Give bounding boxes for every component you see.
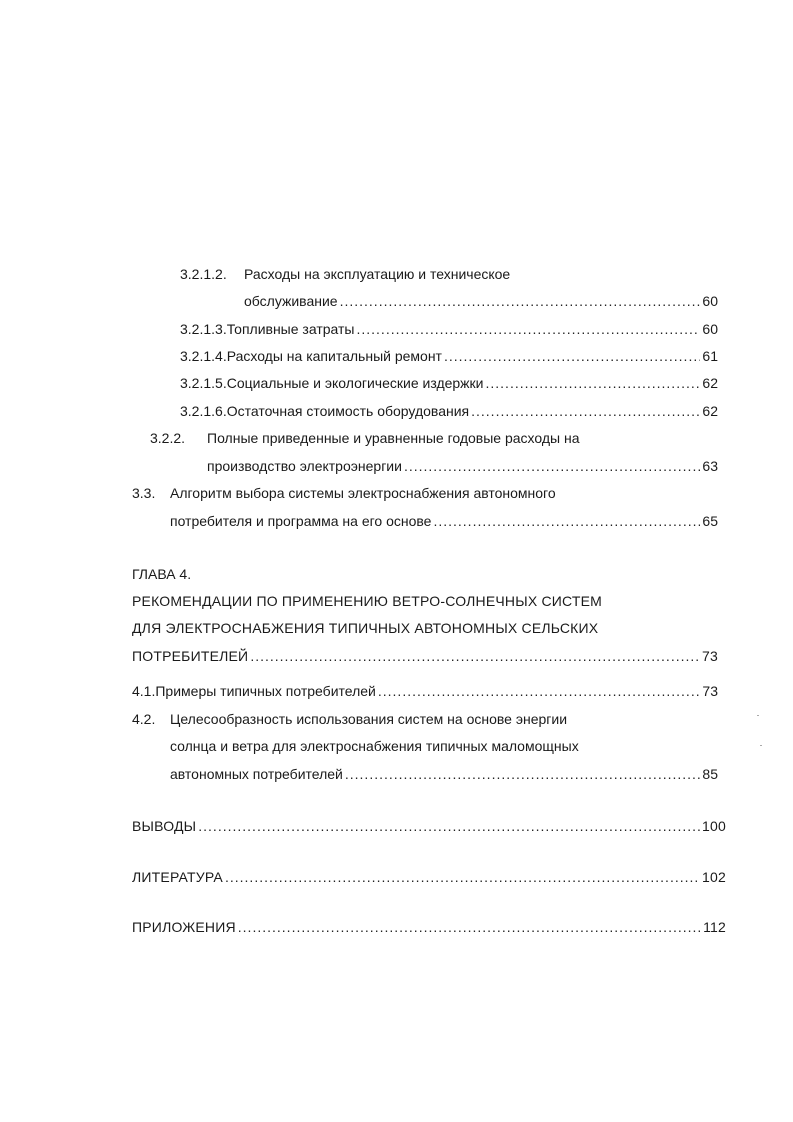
- toc-entry-number: 3.2.1.4.: [180, 348, 227, 364]
- dot-leader: [340, 292, 701, 310]
- scan-speck: [760, 745, 762, 746]
- toc-page-number: 60: [702, 293, 718, 309]
- scan-speck: [757, 715, 759, 716]
- toc-entry-title: Расходы на эксплуатацию и техническое: [244, 266, 511, 282]
- toc-page-number: 112: [703, 919, 726, 935]
- toc-entry-3-2-2: [150, 429, 580, 447]
- toc-entry-title: производство электроэнергии: [207, 458, 402, 474]
- toc-entry-number: 4.2.: [132, 711, 156, 727]
- toc-entry-title: солнца и ветра для электроснабжения типичных маломощных: [170, 738, 579, 754]
- dot-leader: [378, 682, 701, 700]
- toc-entry-number: 4.1.: [132, 683, 156, 699]
- toc-entry-title: Топливные затраты: [226, 321, 355, 337]
- toc-page-number: 60: [702, 321, 718, 337]
- toc-page-number: 65: [702, 513, 718, 529]
- toc-entry-number: 3.2.1.2.: [180, 266, 227, 282]
- dot-leader: [238, 918, 701, 936]
- toc-entry-appendices: [132, 918, 726, 936]
- toc-page-number: 63: [702, 458, 718, 474]
- toc-entry-title: Целесообразность использования систем на основе энергии: [170, 711, 568, 727]
- toc-entry-number: 3.2.1.5.: [180, 375, 227, 391]
- toc-entry-3-2-1-6: [180, 402, 718, 420]
- toc-page-number: 85: [702, 766, 718, 782]
- toc-entry-3-2-1-2-cont: [244, 292, 718, 310]
- toc-page-number: 102: [702, 869, 726, 885]
- dot-leader: [486, 374, 701, 392]
- dot-leader: [444, 347, 700, 365]
- toc-page-number: 61: [702, 348, 718, 364]
- toc-entry-literature: [132, 868, 726, 886]
- toc-page-number: 73: [702, 648, 718, 664]
- toc-entry-title: Социальные и экологические издержки: [226, 375, 484, 391]
- toc-entry-3-2-1-5: [180, 374, 718, 392]
- dot-leader: [345, 765, 701, 783]
- dot-leader: [198, 817, 700, 835]
- toc-page-number: 100: [702, 818, 726, 834]
- chapter-4-title-line2: ДЛЯ ЭЛЕКТРОСНАБЖЕНИЯ ТИПИЧНЫХ АВТОНОМНЫХ СЕЛЬСКИХ: [132, 620, 599, 636]
- dot-leader: [404, 457, 700, 475]
- toc-entry-4-2-cont1: [170, 737, 579, 755]
- toc-entry-conclusions: [132, 817, 726, 835]
- toc-entry-title: ПРИЛОЖЕНИЯ: [132, 919, 236, 935]
- toc-page-number: 62: [702, 403, 718, 419]
- toc-entry-3-2-2-cont: [207, 457, 718, 475]
- toc-entry-3-3: [132, 484, 556, 502]
- toc-entry-3-2-1-3: [180, 320, 718, 338]
- toc-entry-3-3-cont: [170, 512, 718, 530]
- toc-entry-4-2-cont2: [170, 765, 718, 783]
- dot-leader: [356, 320, 700, 338]
- dot-leader: [471, 402, 700, 420]
- toc-entry-3-2-1-2: [180, 265, 510, 283]
- toc-entry-title: обслуживание: [244, 293, 338, 309]
- chapter-4-label: ГЛАВА 4.: [132, 566, 192, 582]
- toc-entry-number: 3.3.: [132, 485, 156, 501]
- toc-entry-title: автономных потребителей: [170, 766, 343, 782]
- toc-entry-title: Примеры типичных потребителей: [155, 683, 376, 699]
- toc-entry-title: Алгоритм выбора системы электроснабжения автономного: [170, 485, 556, 501]
- chapter-4-title-line1: РЕКОМЕНДАЦИИ ПО ПРИМЕНЕНИЮ ВЕТРО-СОЛНЕЧНЫХ СИСТЕМ: [132, 593, 603, 609]
- toc-page-number: 62: [702, 375, 718, 391]
- dot-leader: [225, 868, 700, 886]
- toc-entry-number: 3.2.2.: [150, 430, 186, 446]
- toc-entry-title: Полные приведенные и уравненные годовые расходы на: [207, 430, 580, 446]
- toc-page-number: 73: [702, 683, 718, 699]
- toc-entry-number: 3.2.1.6.: [180, 403, 227, 419]
- toc-entry-title: Расходы на капитальный ремонт: [226, 348, 442, 364]
- toc-entry-title: Остаточная стоимость оборудования: [226, 403, 470, 419]
- toc-entry-3-2-1-4: [180, 347, 718, 365]
- toc-entry-title: ВЫВОДЫ: [132, 818, 197, 834]
- toc-entry-number: 3.2.1.3.: [180, 321, 227, 337]
- chapter-4-title-line3: ПОТРЕБИТЕЛЕЙ ..... 73: [132, 647, 718, 665]
- toc-entry-4-2: [132, 710, 567, 728]
- dot-leader: [433, 512, 700, 530]
- toc-entry-4-1: [132, 682, 718, 700]
- toc-entry-title: ЛИТЕРАТУРА: [132, 869, 223, 885]
- dot-leader: [250, 647, 700, 665]
- toc-entry-title: потребителя и программа на его основе: [170, 513, 432, 529]
